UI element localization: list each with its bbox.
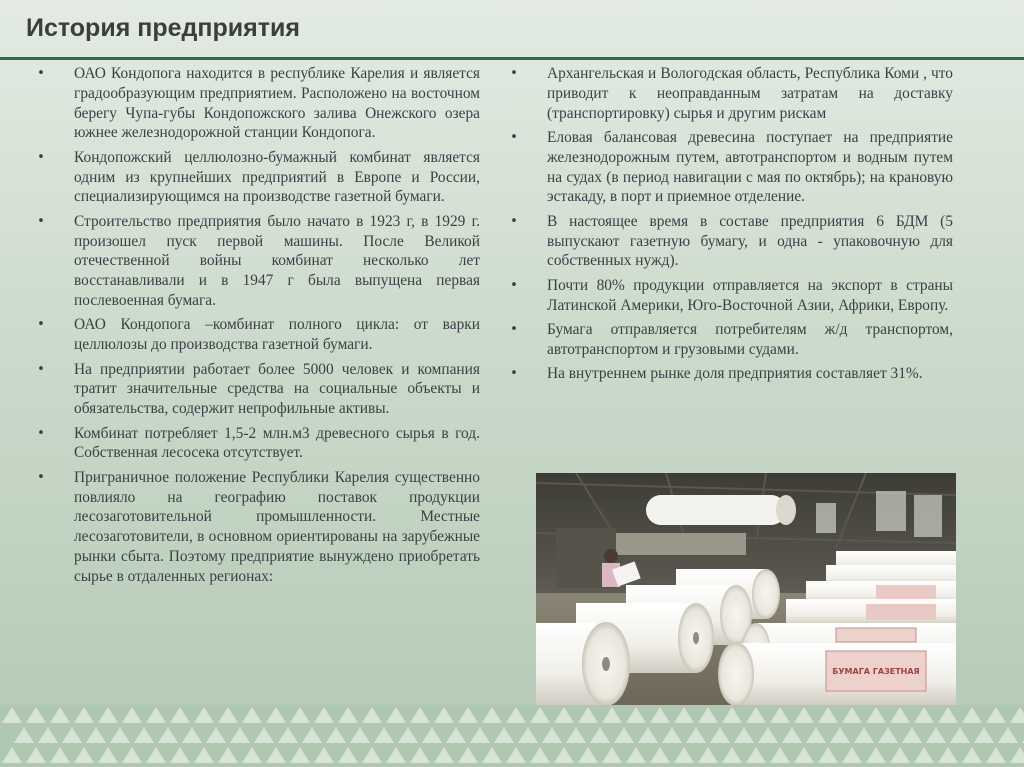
right-bullet-list [507, 64, 953, 389]
list-item [507, 320, 953, 360]
list-item [507, 128, 953, 207]
list-item [507, 212, 953, 271]
bullet-icon: • [37, 317, 45, 333]
roll-label-text: БУМАГА ГАЗЕТНАЯ [832, 667, 920, 676]
list-item-text: ОАО Кондопога находится в республике Карелия и является градообразующим предприятием. Расположено на восточном берегу Чупа-губы Кондопожского залива Онежского озера южнее железнодорожной станции Кондопога. [74, 65, 480, 142]
bullet-icon: • [37, 361, 45, 377]
decorative-triangle-band [0, 705, 1024, 767]
bullet-icon: • [37, 425, 45, 441]
bullet-icon: • [510, 366, 518, 382]
bullet-icon: • [37, 66, 45, 81]
list-item-text: ОАО Кондопога –комбинат полного цикла: от варки целлюлозы до производства газетной бумаги. [74, 316, 480, 354]
list-item-text: Бумага отправляется потребителям ж/д транспортом, автотранспортом и грузовыми судами. [547, 320, 953, 358]
list-item-text: На предприятии работает более 5000 человек и компания тратит значительные средства на социальные объекты и обязательства, содержит непрофильные активы. [74, 360, 480, 418]
list-item-text: Почти 80% продукции отправляется на экспорт в страны Латинской Америки, Юго-Восточной Азии, Африки, Европу. [547, 276, 953, 314]
bullet-icon: • [510, 321, 518, 337]
list-item-text: В настоящее время в составе предприятия 6 БДМ (5 выпускают газетную бумагу, и одна - упаковочную для собственных нужд). [547, 212, 953, 270]
list-item-text: Приграничное положение Республики Карелия существенно повлияло на географию поставок продукции лесозаготовительной промышленности. Местные лесозаготовители, в основном ориентированы на зарубежные рынки сбыта. Поэтому предприятие вынуждено приобретать сырье в отдаленных регионах: [74, 468, 480, 585]
list-item [34, 315, 480, 355]
title-divider [0, 57, 1024, 60]
list-item [507, 276, 953, 316]
list-item-text: На внутреннем рынке доля предприятия составляет 31%. [547, 365, 923, 383]
list-item [34, 424, 480, 464]
bullet-icon: • [510, 213, 518, 229]
list-item [34, 360, 480, 419]
list-item-text: Еловая балансовая древесина поступает на предприятие железнодорожным путем, автотранспортом и водным путем на судах (в период навигации с мая по октябрь); на крановую эстакаду, в порт и приемное отделение. [547, 128, 953, 206]
list-item-text: Комбинат потребляет 1,5-2 млн.м3 древесного сырья в год. Собственная лесосека отсутствует. [74, 424, 480, 462]
list-item [34, 64, 480, 143]
page-title: История предприятия [26, 14, 300, 42]
bullet-icon: • [37, 213, 45, 229]
list-item [507, 64, 953, 123]
bullet-icon: • [37, 469, 45, 485]
paper-rolls-photo [536, 473, 956, 706]
list-item [507, 364, 953, 384]
list-item-text: Кондопожский целлюлозно-бумажный комбинат является одним из крупнейших предприятий в Европе и России, специализирующимся на производстве газетной бумаги. [74, 148, 480, 206]
list-item [34, 212, 480, 311]
list-item-text: Строительство предприятия было начато в 1923 г, в 1929 г. произошел пуск первой машины. После Великой отечественной войны комбинат несколько лет восстанавливали и в 1947 г была выпущена первая послевоенная бумага. [74, 212, 480, 309]
list-item [34, 148, 480, 207]
list-item-text: Архангельская и Вологодская область, Республика Коми , что приводит к неоправданным затратам на доставку (транспортировку) сырья и другим рискам [547, 65, 953, 122]
list-item [34, 468, 480, 587]
bullet-icon: • [510, 129, 518, 145]
bullet-icon: • [510, 66, 518, 81]
bullet-icon: • [510, 277, 518, 293]
left-bullet-list [34, 64, 480, 591]
bullet-icon: • [37, 149, 45, 165]
paper-rolls-illustration [536, 473, 956, 706]
